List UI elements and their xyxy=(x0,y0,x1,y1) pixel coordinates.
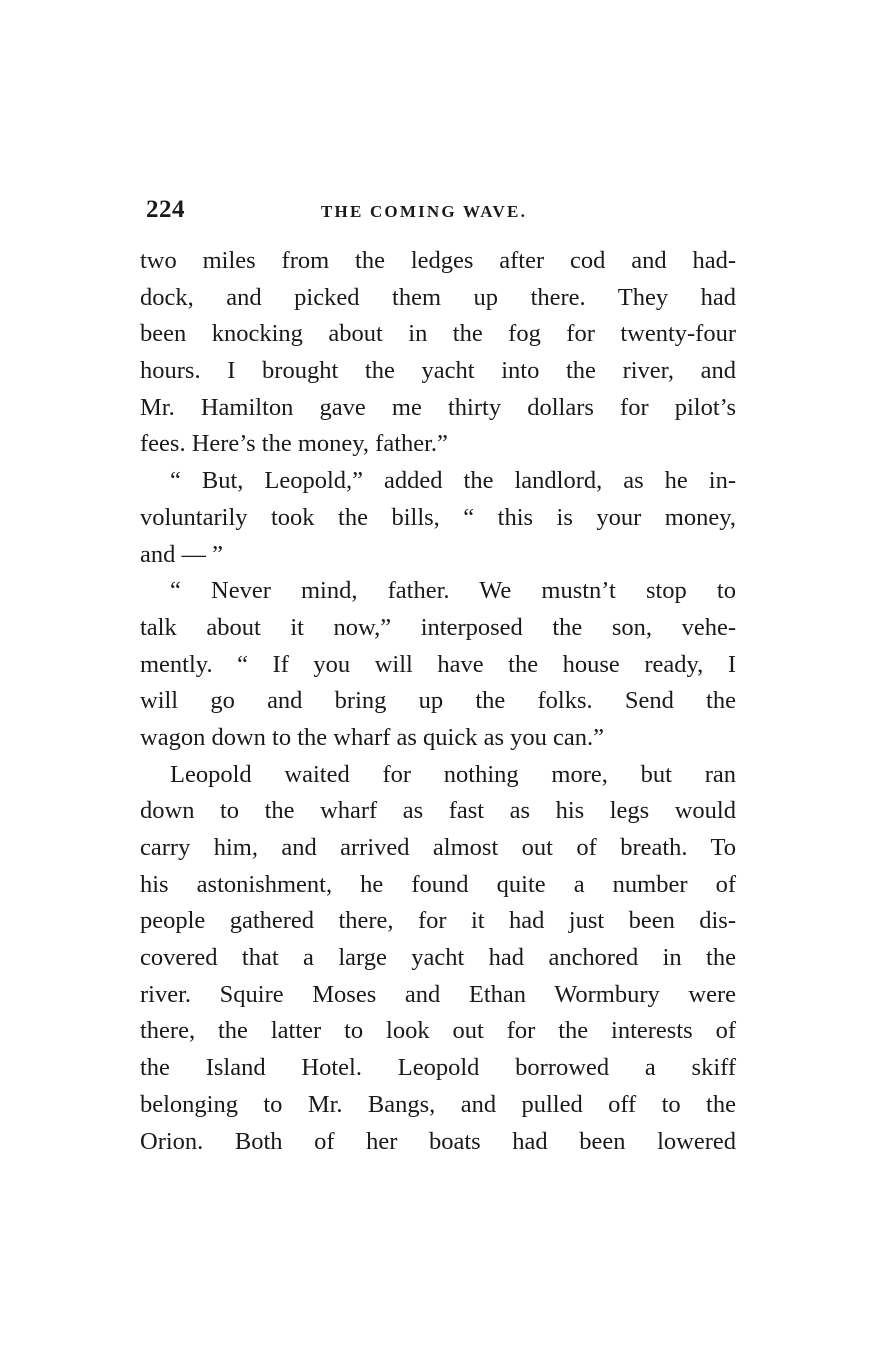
text-line: Leopold waited for nothing more, but ran xyxy=(170,760,736,788)
text-line: river. Squire Moses and Ethan Wormbury were xyxy=(140,980,736,1008)
text-line: “ But, Leopold,” added the landlord, as he in- xyxy=(170,467,736,495)
text-line: two miles from the ledges after cod and had- xyxy=(140,247,736,274)
page-header xyxy=(146,196,736,226)
text-line: been knocking about in the fog for twenty-four xyxy=(140,320,736,348)
text-line: wagon down to the wharf as quick as you can.” xyxy=(140,723,605,751)
text-line: there, the latter to look out for the interests of xyxy=(140,1017,736,1045)
text-line: Orion. Both of her boats had been lowered xyxy=(140,1127,736,1155)
text-line: people gathered there, for it had just been dis- xyxy=(140,907,736,935)
text-line: Mr. Hamilton gave me thirty dollars for pilot’s xyxy=(140,393,736,421)
text-line: will go and bring up the folks. Send the xyxy=(140,687,736,715)
text-line: down to the wharf as fast as his legs would xyxy=(140,797,736,825)
text-line: carry him, and arrived almost out of breath. To xyxy=(140,834,736,861)
text-line: his astonishment, he found quite a number of xyxy=(140,870,736,898)
text-line: hours. I brought the yacht into the river, and xyxy=(140,357,736,385)
text-line: and — ” xyxy=(140,540,223,568)
text-line: fees. Here’s the money, father.” xyxy=(140,430,448,458)
text-line: the Island Hotel. Leopold borrowed a skiff xyxy=(140,1054,736,1082)
text-line: “ Never mind, father. We mustn’t stop to xyxy=(170,577,736,605)
text-line: belonging to Mr. Bangs, and pulled off to the xyxy=(140,1090,736,1118)
text-line: voluntarily took the bills, “ this is your money, xyxy=(140,503,736,531)
text-line: covered that a large yacht had anchored in the xyxy=(140,944,736,972)
page-number: 224 xyxy=(146,196,185,223)
text-line: mently. “ If you will have the house ready, I xyxy=(140,650,736,678)
text-line: talk about it now,” interposed the son, vehe- xyxy=(140,613,736,641)
running-title: THE COMING WAVE. xyxy=(321,202,528,221)
body-text xyxy=(140,243,736,1160)
text-line: dock, and picked them up there. They had xyxy=(140,283,736,311)
